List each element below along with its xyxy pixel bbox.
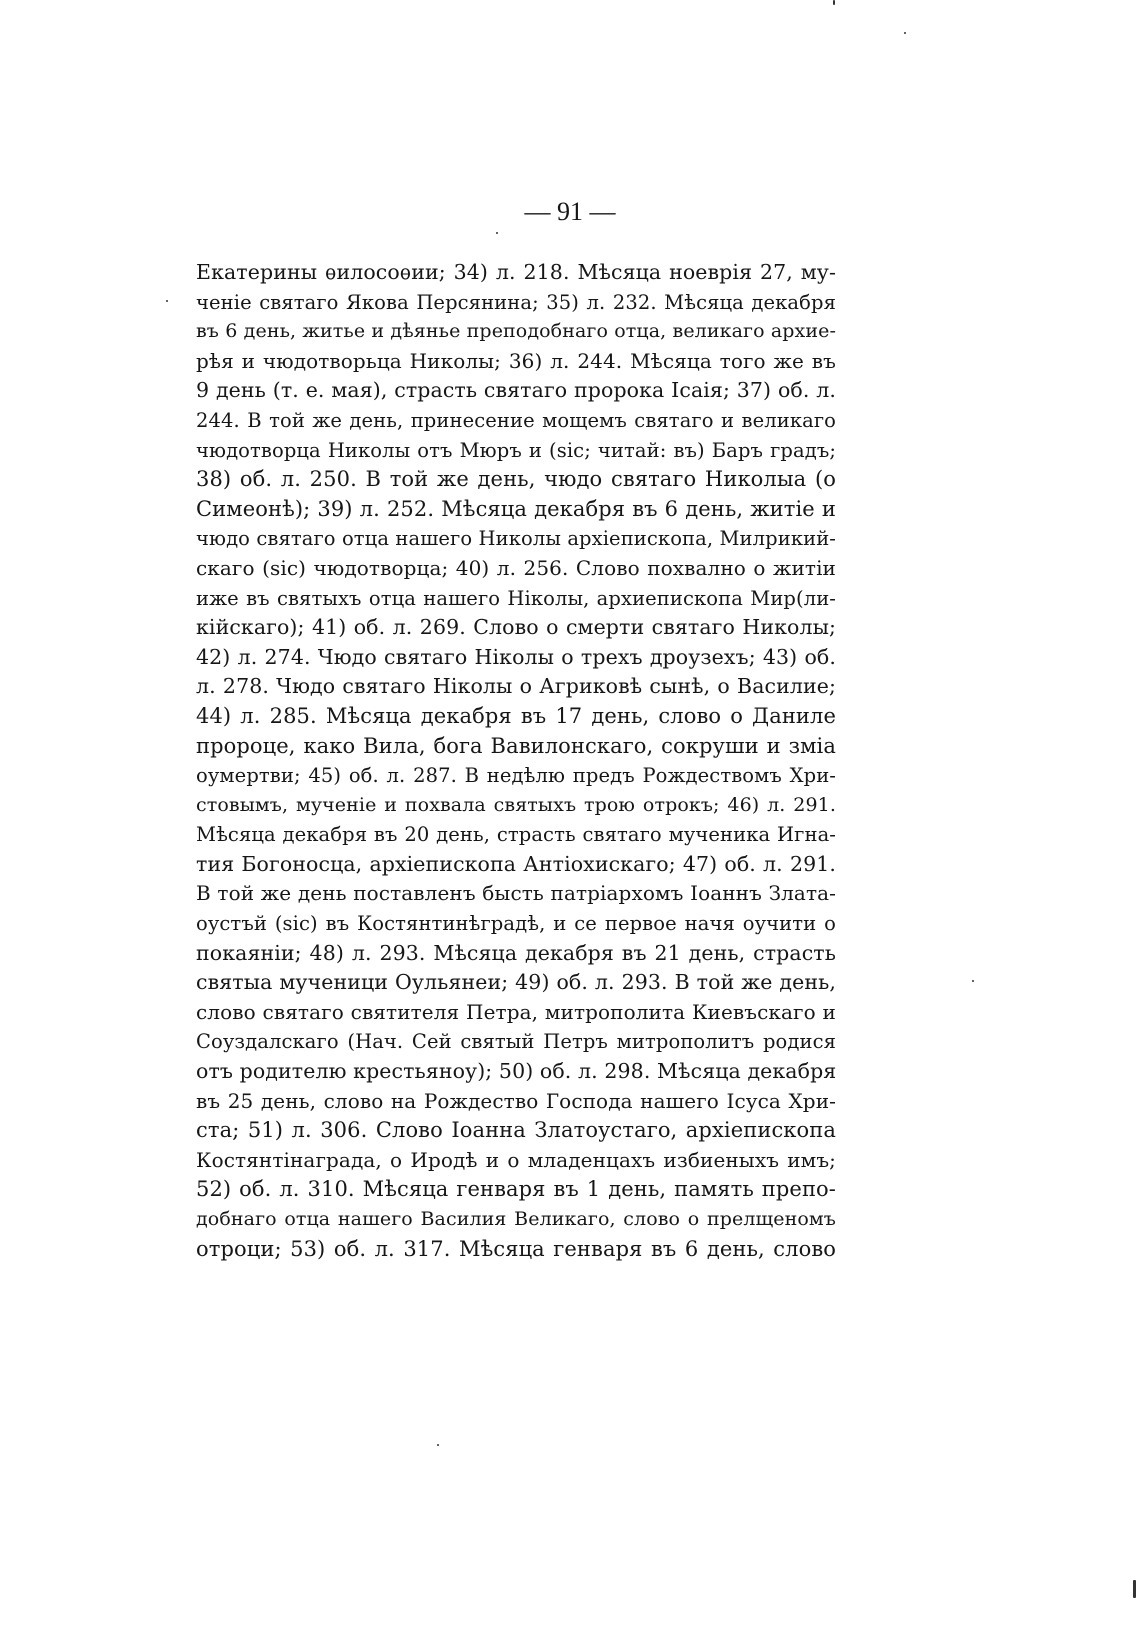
- text-line: покаяніи; 48) л. 293. Мѣсяца декабря въ 21 день, страсть: [196, 940, 836, 965]
- scan-speck: [437, 1444, 439, 1446]
- text-line: В той же день поставленъ бысть патріархомъ Іоаннъ Злата-: [196, 881, 836, 906]
- scan-speck: [1133, 1580, 1136, 1598]
- body-text: [196, 258, 836, 1264]
- text-line: кійскаго); 41) об. л. 269. Слово о смерти святаго Николы;: [196, 615, 836, 640]
- text-line: 44) л. 285. Мѣсяца декабря въ 17 день, слово о Даниле: [196, 703, 836, 728]
- text-line: 52) об. л. 310. Мѣсяца генваря въ 1 день, память препо-: [196, 1177, 836, 1202]
- text-line: Соуздалскаго (Нач. Сей святый Петръ митрополитъ родися: [196, 1030, 836, 1054]
- text-line: ченіе святаго Якова Персянина; 35) л. 232. Мѣсяца декабря: [196, 290, 836, 314]
- text-line: 42) л. 274. Чюдо святаго Ніколы о трехъ дроузехъ; 43) об.: [196, 644, 836, 669]
- text-line: стовымъ, мученіе и похвала святыхъ трою отрокъ; 46) л. 291.: [196, 793, 836, 816]
- text-line: оумертви; 45) об. л. 287. В недѣлю предъ Рождествомъ Хри-: [196, 764, 836, 788]
- text-line: отроци; 53) об. л. 317. Мѣсяца генваря въ 6 день, слово: [196, 1236, 836, 1261]
- text-line: иже въ святыхъ отца нашего Ніколы, архиепископа Мир(ли-: [196, 586, 836, 610]
- scan-speck: [972, 980, 974, 982]
- text-line: добнаго отца нашего Василия Великаго, слово о прелщеномъ: [196, 1208, 836, 1230]
- text-line: Симеонѣ); 39) л. 252. Мѣсяца декабря въ 6 день, житіе и: [196, 496, 836, 521]
- scan-speck: [166, 300, 168, 302]
- text-line: скаго (sic) чюдотворца; 40) л. 256. Слово похвално о житіи: [196, 555, 836, 580]
- text-line: Костянтінаграда, о Иродѣ и о младенцахъ избиеныхъ имъ;: [196, 1147, 836, 1172]
- text-line: святыа мученици Оульянеи; 49) об. л. 293. В той же день,: [196, 970, 836, 995]
- text-line: ста; 51) л. 306. Слово Іоанна Златоустаго, архіепископа: [196, 1118, 836, 1143]
- text-line: чюдо святаго отца нашего Николы архіепископа, Милрикий-: [196, 527, 836, 551]
- page-number: — 91 —: [524, 197, 616, 226]
- text-line: тия Богоносца, архіепископа Антіохискаго; 47) об. л. 291.: [196, 851, 836, 876]
- text-line: Екатерины ѳилосоѳии; 34) л. 218. Мѣсяца ноеврія 27, му-: [196, 260, 836, 284]
- scan-speck: [833, 0, 835, 5]
- text-line: 38) об. л. 250. В той же день, чюдо святаго Николыа (о: [196, 467, 836, 492]
- text-line: оустъй (sic) въ Костянтинѣградѣ, и се первое начя оучити о: [196, 912, 836, 936]
- text-line: 244. В той же день, принесение мощемъ святаго и великаго: [196, 408, 836, 432]
- text-line: 9 день (т. е. мая), страсть святаго пророка Ісаія; 37) об. л.: [196, 378, 836, 403]
- text-line: въ 6 день, житье и дѣянье преподобнаго отца, великаго архие-: [196, 320, 836, 343]
- text-line: чюдотворца Николы отъ Мюръ и (sic; читай: въ) Баръ градъ;: [196, 438, 836, 462]
- scan-speck: [904, 32, 906, 34]
- scan-speck: [496, 232, 498, 234]
- text-line: слово святаго святителя Петра, митрополита Киевъскаго и: [196, 999, 836, 1024]
- text-line: рѣя и чюдотворьца Николы; 36) л. 244. Мѣсяца того же въ: [196, 348, 836, 373]
- text-line: пророце, како Вила, бога Вавилонскаго, сокруши и зміа: [196, 733, 836, 758]
- text-line: Мѣсяца декабря въ 20 день, страсть святаго мученика Игна-: [196, 823, 836, 847]
- text-line: отъ родителю крестьяноу); 50) об. л. 298. Мѣсяца декабря: [196, 1059, 837, 1084]
- text-line: л. 278. Чюдо святаго Ніколы о Агриковѣ сынѣ, о Василие;: [196, 674, 836, 699]
- text-line: въ 25 день, слово на Рождество Господа нашего Ісуса Хри-: [196, 1088, 836, 1113]
